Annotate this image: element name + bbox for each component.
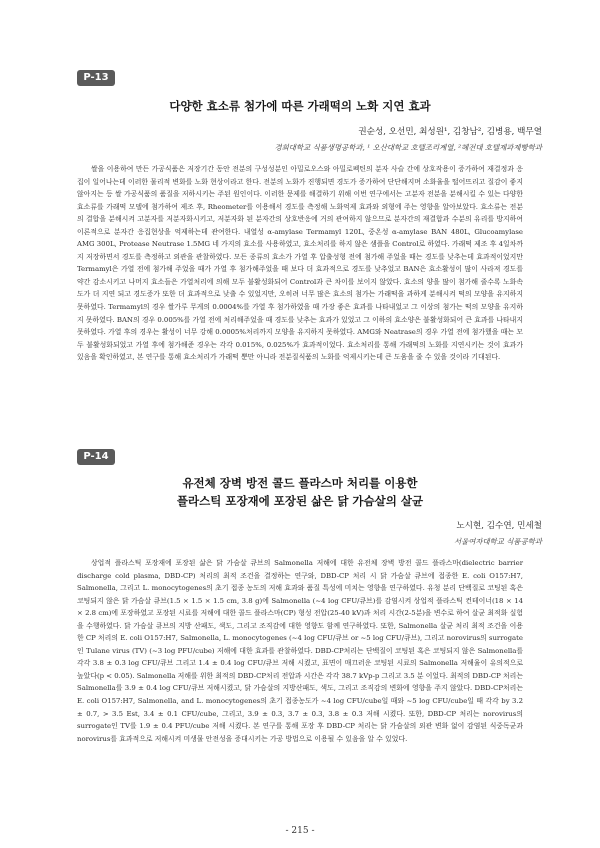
author-list: 노시현, 김수연, 민세철 xyxy=(456,521,542,531)
abstract-paragraph: 쌀을 이용하여 만든 가공식품은 저장기간 동안 전분의 구성성분인 아밀로오스와 아밀로펙틴의 분자 사슬 간에 상호작용이 증가하여 재결정과 응집이 일어나는데 이러한 물리적 변화를 노화 현상이라고 한다. 전분의 노화가 진행되면 경도가 증가하여 단단해지며 소화율을 떨어뜨리고 질감이 좋지 않아지는 등 쌀 가공식품의 품질을 저하시키는 주된 원인이다. 이러한 문제를 해결하기 위해 이번 연구에서는 고분자 전분을 분해시킬 수 있는 다양한 효소류를 가래떡 모델에 첨가하여 제조 후, Rheometer를 이용해서 경도를 측정해 노화억제 효과와 외형에 주는 영향을 알아보았다. 효소류는 전분의 결합을 분해시켜 고분자를 저분자화시키고, 저분자화 된 분자간의 상호반응에 거의 관여하지 않으므로 분자간의 재결합과 수분의 유리를 방지하여 이론적으로 분자간 응집현상을 억제하는데 관여한다. 내열성 α-amylase Termamyl 120L, 중온성 α-amylase BAN 480L, Glucoamylase AMG 300L, Protease Neutrase 1.5MG 네 가지의 효소를 사용하였고, 효소처리를 하지 않은 샘플을 Control로 하였다. 가래떡 제조 후 4일차까지 저장하면서 경도를 측정하고 외관을 관찰하였다. 모든 종류의 효소가 가열 후 압출성형 전에 첨가해 주었을 때는 경도를 낮추는데 효과적이었지만 Termamyl은 가열 전에 첨가해 주었을 때가 가열 후 첨가해주었을 때 보다 더 효과적으로 경도를 낮추었고 BAN은 효소활성이 많이 사라져 경도를 약간 감소시키고 나머지 효소들은 가열처리에 의해 모두 불활성화되어 Control과 큰 차이를 보이지 않았다. 효소의 양을 많이 첨가해 줄수록 노화속도가 더 지연 되고 경도증가 또한 더 효과적으로 낮출 수 있었지만, 오히려 너무 많은 효소의 첨가는 가래떡을 과하게 분해시켜 떡의 모양을 유지하지 못하였다. Termamyl의 경우 쌀가루 무게의 0.0004%를 가열 후 첨가하였을 때 가장 좋은 효과를 나타내었고 그 이상의 첨가는 떡의 모양을 유지하지 못하였다. BAN의 경우 0.005%를 가열 전에 처리해주었을 때 경도를 낮추는 효과가 있었고 그 이하의 효소양은 불활성화되어 큰 효과를 나타내지 못하였다. 가열 후의 경우는 활성이 너무 강해 0.0005%처리까지 모양을 유지하지 못하였다. AMG와 Neatrase의 경우 가열 전에 첨가했을 때는 모두 불활성화되었고 가열 후에 첨가해준 경우는 각각 0.015%, 0.025%가 효과적이었다. 효소처리를 통해 가래떡의 노화를 지연시키는 것이 효과가 있음을 확인하였고, 본 연구를 통해 효소처리가 가래떡 뿐만 아니라 전분질식품의 노화를 억제시키는데 큰 도움을 줄 수 있을 것이라 기대된다. xyxy=(77,165,523,362)
affiliation: 서울여자대학교 식품공학과 xyxy=(453,537,542,546)
title-line: 플라스틱 포장재에 포장된 삶은 닭 가슴살의 살균 xyxy=(176,494,424,508)
abstract-paragraph: 상업적 플라스틱 포장재에 포장된 삶은 닭 가슴살 큐브의 Salmonella 저해에 대한 유전체 장벽 방전 콜드 플라스마(dielectric barrier discharge cold plasma, DBD-CP) 처리의 최적 조건을 결정하는 연구와, DBD-CP 처리 시 닭 가슴살 큐브에 접종한 E. coli O157:H7, Salmonella, 그리고 L. monocytogenes의 초기 접종 농도의 저해 효과와 품질 특성에 미치는 영향을 연구하였다. 유청 분리 단백질로 코팅된 혹은 코팅되지 않은 닭 가슴살 큐브(1.5 × 1.5 × 1.5 cm, 3.8 g)에 Salmonella (~4 log CFU/큐브)를 감염시켜 상업적 플라스틱 컨테이너(18 × 14 × 2.8 cm)에 포장하였고 포장된 시료를 저해에 대한 콜드 플라스마(CP) 형성 전압(25-40 kV)과 처리 시간(2-5분)을 변수로 하여 살균 최적화 실험을 수행하였다. 닭 가슴살 큐브의 지방 산패도, 색도, 그리고 조직감에 대한 영향도 함께 연구하였다. 또한, Salmonella 살균 처리 최적 조건을 이용한 CP 처리의 E. coli O157:H7, Salmonella, L. monocytogenes (~4 log CFU/큐브 or ~5 log CFU/큐브), 그리고 norovirus의 surrogate인 Tulane virus (TV) (~3 log PFU/cube) 저해에 대한 효과를 관찰하였다. DBD-CP처리는 단백질이 코팅된 혹은 코팅되지 않은 Salmonella를 각각 3.8 ± 0.3 log CFU/큐브 그리고 1.4 ± 0.4 log CFU/큐브 저해 시켰고, 표면이 매끄러운 코팅된 시료의 Salmonella 저해율이 유의적으로 높았다(p < 0.05). Salmonella 저해를 위한 최적의 DBD-CP처리 전압과 시간은 각각 38.7 kVp-p 그리고 3.5 분 이었다. 최적의 DBD-CP 처리는 Salmonella를 3.9 ± 0.4 log CFU/큐브 저해시켰고, 닭 가슴살의 지방산패도, 색도, 그리고 조직감의 변화에 영향을 주지 않았다. DBD-CP처리는 E. coli O157:H7, Salmonella, and L. monocytogenes의 초기 접종농도가 ~4 log CFU/cube일 때와 ~5 log CFU/cube일 때 각각 by 3.2 ± 0.7, > 3.5 Est, 3.4 ± 0.1 CFU/cube, 그리고, 3.9 ± 0.3, 3.7 ± 0.3, 3.8 ± 0.3 저해 시켰다. 또한, DBD-CP 처리는 norovirus의 surrogate인 TV를 1.9 ± 0.4 PFU/cube 저해 시켰다. 본 연구를 통해 포장 후 DBD-CP 처리는 닭 가슴살의 외관 변화 없이 감염된 식중독균과 norovirus를 효과적으로 저해시켜 미생물 안전성을 증대시키는 가공 방법으로 이용될 수 있음을 알 수 있었다. xyxy=(77,559,523,743)
affiliation: 경희대학교 식품생명공학과, ¹ 오산대학교 호텔조리계열, ²혜전대 호텔제과제빵학과 xyxy=(274,143,542,152)
section-tag: P-14 xyxy=(77,449,115,465)
title-line: 다양한 효소류 첨가에 따른 가래떡의 노화 지연 효과 xyxy=(169,99,431,113)
page-number: - 215 - xyxy=(285,826,315,836)
section-title xyxy=(70,97,530,115)
title-line: 유전체 장벽 방전 콜드 플라스마 처리를 이용한 xyxy=(182,476,418,490)
author-list: 권순성, 오선민, 최성원¹, 김창남², 김병용, 백무열 xyxy=(358,127,542,137)
section-title xyxy=(70,474,530,510)
section-tag: P-13 xyxy=(77,70,115,86)
